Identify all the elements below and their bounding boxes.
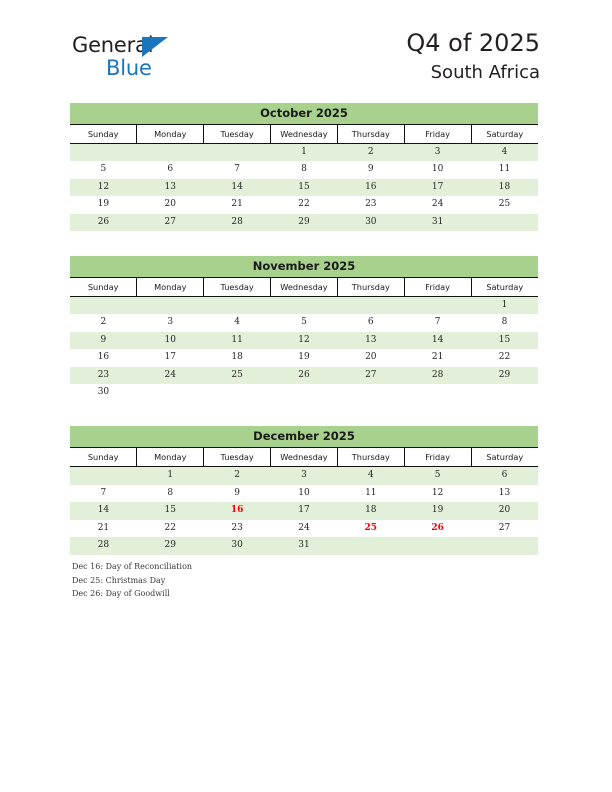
day-cell-empty [471, 214, 538, 231]
weekday-header-saturday: Saturday [471, 448, 538, 467]
day-cell-empty [204, 297, 271, 315]
weekday-header-tuesday: Tuesday [204, 448, 271, 467]
day-cell[interactable]: 22 [137, 520, 204, 537]
day-cell[interactable]: 28 [204, 214, 271, 231]
day-cell[interactable]: 31 [271, 537, 338, 554]
day-cell[interactable]: 3 [271, 467, 338, 485]
weekday-header-monday: Monday [137, 448, 204, 467]
page-subtitle: South Africa [430, 62, 540, 83]
day-cell-empty [137, 384, 204, 401]
weekday-header-monday: Monday [137, 278, 204, 297]
month-block [70, 426, 538, 554]
day-cell[interactable]: 14 [70, 502, 137, 519]
day-cell[interactable]: 9 [204, 485, 271, 502]
page-title: Q4 of 2025 [406, 29, 540, 57]
week-row [70, 502, 538, 519]
logo-text-general: General [72, 33, 154, 57]
day-cell[interactable]: 5 [404, 467, 471, 485]
weekday-header-saturday: Saturday [471, 278, 538, 297]
weekday-header-friday: Friday [404, 278, 471, 297]
day-cell[interactable]: 10 [271, 485, 338, 502]
month-title: November 2025 [70, 256, 538, 278]
logo-text-blue: Blue [106, 56, 152, 80]
day-cell[interactable]: 11 [337, 485, 404, 502]
day-cell[interactable]: 15 [471, 332, 538, 349]
day-cell[interactable]: 21 [404, 349, 471, 366]
day-cell-empty [204, 384, 271, 401]
day-cell[interactable]: 16 [204, 502, 271, 519]
day-cell[interactable]: 7 [404, 314, 471, 331]
day-cell[interactable]: 24 [137, 367, 204, 384]
day-cell[interactable]: 26 [271, 367, 338, 384]
holiday-legend-item: Dec 16: Day of Reconciliation [72, 562, 193, 571]
weekday-header-saturday: Saturday [471, 125, 538, 144]
day-cell[interactable]: 4 [204, 314, 271, 331]
week-row [70, 349, 538, 366]
day-cell[interactable]: 6 [337, 314, 404, 331]
day-cell[interactable]: 11 [204, 332, 271, 349]
day-cell[interactable]: 15 [137, 502, 204, 519]
day-cell[interactable]: 9 [337, 161, 404, 178]
day-cell[interactable]: 4 [337, 467, 404, 485]
week-row [70, 214, 538, 231]
day-cell-empty [471, 384, 538, 401]
day-cell[interactable]: 30 [337, 214, 404, 231]
logo-triangle-icon [142, 37, 168, 57]
holiday-legend-item: Dec 25: Christmas Day [72, 575, 166, 585]
day-cell[interactable]: 13 [471, 485, 538, 502]
weekday-header-tuesday: Tuesday [204, 125, 271, 144]
day-cell[interactable]: 25 [337, 520, 404, 537]
day-cell[interactable]: 12 [404, 485, 471, 502]
day-cell-empty [204, 144, 271, 162]
day-cell[interactable]: 9 [70, 332, 137, 349]
month-table [70, 103, 538, 231]
general-blue-logo [72, 33, 272, 89]
day-cell-empty [271, 297, 338, 315]
week-row [70, 297, 538, 315]
day-cell[interactable]: 15 [271, 179, 338, 196]
calendar-container [70, 103, 538, 580]
day-cell-empty [471, 537, 538, 554]
day-cell[interactable]: 21 [70, 520, 137, 537]
day-cell[interactable]: 24 [404, 196, 471, 213]
week-row [70, 384, 538, 401]
day-cell[interactable]: 30 [204, 537, 271, 554]
day-cell[interactable]: 26 [404, 520, 471, 537]
day-cell[interactable]: 7 [70, 485, 137, 502]
day-cell[interactable]: 19 [404, 502, 471, 519]
day-cell-empty [337, 537, 404, 554]
weekday-header-thursday: Thursday [337, 448, 404, 467]
day-cell[interactable]: 8 [271, 161, 338, 178]
day-cell[interactable]: 8 [471, 314, 538, 331]
day-cell[interactable]: 10 [404, 161, 471, 178]
day-cell[interactable]: 6 [137, 161, 204, 178]
day-cell[interactable]: 7 [204, 161, 271, 178]
day-cell-empty [271, 384, 338, 401]
day-cell[interactable]: 16 [337, 179, 404, 196]
day-cell[interactable]: 23 [337, 196, 404, 213]
month-title: October 2025 [70, 103, 538, 125]
day-cell[interactable]: 16 [70, 349, 137, 366]
day-cell[interactable]: 10 [137, 332, 204, 349]
day-cell[interactable]: 17 [271, 502, 338, 519]
day-cell[interactable]: 4 [471, 144, 538, 162]
day-cell[interactable]: 25 [471, 196, 538, 213]
day-cell[interactable]: 2 [204, 467, 271, 485]
week-row [70, 161, 538, 178]
day-cell[interactable]: 25 [204, 367, 271, 384]
day-cell[interactable]: 28 [404, 367, 471, 384]
week-row [70, 196, 538, 213]
day-cell[interactable]: 17 [137, 349, 204, 366]
week-row [70, 367, 538, 384]
day-cell[interactable]: 20 [137, 196, 204, 213]
day-cell[interactable]: 30 [70, 384, 137, 401]
weekday-header-wednesday: Wednesday [271, 278, 338, 297]
day-cell-empty [137, 297, 204, 315]
day-cell-empty [137, 144, 204, 162]
day-cell[interactable]: 31 [404, 214, 471, 231]
day-cell-empty [404, 537, 471, 554]
week-row [70, 332, 538, 349]
day-cell[interactable]: 29 [271, 214, 338, 231]
day-cell[interactable]: 8 [137, 485, 204, 502]
month-block [70, 256, 538, 401]
day-cell[interactable]: 12 [271, 332, 338, 349]
day-cell[interactable]: 5 [271, 314, 338, 331]
weekday-header-sunday: Sunday [70, 125, 137, 144]
day-cell[interactable]: 29 [137, 537, 204, 554]
day-cell[interactable]: 27 [337, 367, 404, 384]
day-cell[interactable]: 14 [404, 332, 471, 349]
day-cell[interactable]: 6 [471, 467, 538, 485]
day-cell[interactable]: 18 [337, 502, 404, 519]
day-cell[interactable]: 1 [271, 144, 338, 162]
month-title: December 2025 [70, 426, 538, 448]
day-cell[interactable]: 27 [471, 520, 538, 537]
day-cell[interactable]: 3 [137, 314, 204, 331]
weekday-header-wednesday: Wednesday [271, 125, 338, 144]
holiday-legend [72, 560, 492, 601]
week-row [70, 485, 538, 502]
day-cell[interactable]: 11 [471, 161, 538, 178]
day-cell[interactable]: 19 [271, 349, 338, 366]
week-row [70, 179, 538, 196]
day-cell[interactable]: 29 [471, 367, 538, 384]
day-cell[interactable]: 18 [471, 179, 538, 196]
weekday-header-thursday: Thursday [337, 278, 404, 297]
day-cell[interactable]: 12 [70, 179, 137, 196]
page-header [0, 0, 612, 100]
weekday-header-friday: Friday [404, 125, 471, 144]
day-cell[interactable]: 17 [404, 179, 471, 196]
month-table [70, 426, 538, 554]
weekday-header-monday: Monday [137, 125, 204, 144]
day-cell-empty [404, 384, 471, 401]
day-cell[interactable]: 14 [204, 179, 271, 196]
day-cell[interactable]: 2 [337, 144, 404, 162]
day-cell[interactable]: 23 [204, 520, 271, 537]
weekday-header-thursday: Thursday [337, 125, 404, 144]
weekday-header-wednesday: Wednesday [271, 448, 338, 467]
day-cell[interactable]: 19 [70, 196, 137, 213]
day-cell[interactable]: 5 [70, 161, 137, 178]
day-cell[interactable]: 23 [70, 367, 137, 384]
day-cell[interactable]: 26 [70, 214, 137, 231]
day-cell[interactable]: 1 [471, 297, 538, 315]
week-row [70, 314, 538, 331]
day-cell[interactable]: 24 [271, 520, 338, 537]
day-cell-empty [70, 467, 137, 485]
day-cell-empty [70, 144, 137, 162]
holiday-legend-item: Dec 26: Day of Goodwill [72, 589, 170, 598]
week-row [70, 520, 538, 537]
weekday-header-friday: Friday [404, 448, 471, 467]
week-row [70, 467, 538, 485]
day-cell[interactable]: 28 [70, 537, 137, 554]
month-table [70, 256, 538, 401]
day-cell[interactable]: 2 [70, 314, 137, 331]
weekday-header-sunday: Sunday [70, 278, 137, 297]
day-cell[interactable]: 3 [404, 144, 471, 162]
day-cell[interactable]: 21 [204, 196, 271, 213]
weekday-header-tuesday: Tuesday [204, 278, 271, 297]
day-cell[interactable]: 27 [137, 214, 204, 231]
day-cell[interactable]: 13 [137, 179, 204, 196]
day-cell[interactable]: 22 [471, 349, 538, 366]
day-cell-empty [337, 297, 404, 315]
weekday-header-sunday: Sunday [70, 448, 137, 467]
week-row [70, 537, 538, 554]
day-cell[interactable]: 18 [204, 349, 271, 366]
day-cell[interactable]: 20 [337, 349, 404, 366]
day-cell[interactable]: 20 [471, 502, 538, 519]
day-cell[interactable]: 13 [337, 332, 404, 349]
day-cell-empty [70, 297, 137, 315]
day-cell[interactable]: 22 [271, 196, 338, 213]
day-cell-empty [404, 297, 471, 315]
day-cell[interactable]: 1 [137, 467, 204, 485]
week-row [70, 144, 538, 162]
month-block [70, 103, 538, 231]
page-title-block [406, 28, 540, 86]
day-cell-empty [337, 384, 404, 401]
